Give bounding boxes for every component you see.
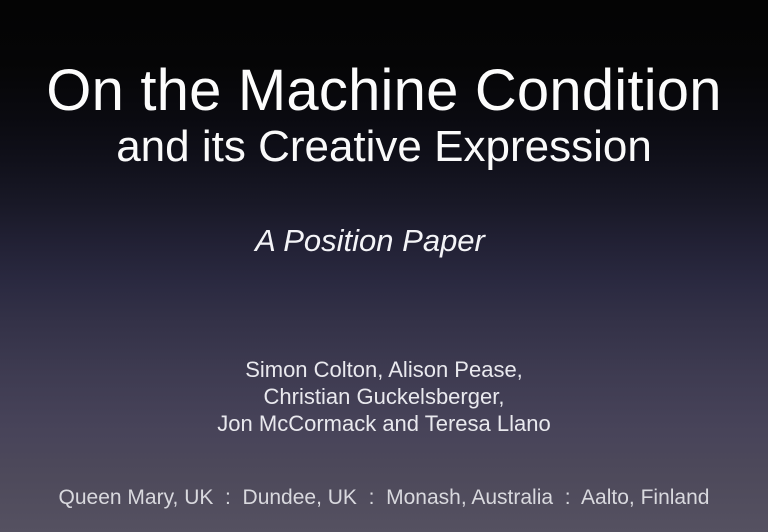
slide-tagline: A Position Paper	[255, 223, 485, 258]
authors-line-1: Simon Colton, Alison Pease,	[245, 357, 523, 382]
slide-title-line1: On the Machine Condition	[46, 58, 722, 123]
authors-line-3: Jon McCormack and Teresa Llano	[217, 411, 551, 436]
affiliations-footer: Queen Mary, UK : Dundee, UK : Monash, Australia : Aalto, Finland	[58, 486, 710, 509]
authors-block	[0, 356, 768, 437]
authors-line-2: Christian Guckelsberger,	[263, 384, 505, 409]
slide-title-line2: and its Creative Expression	[116, 122, 652, 171]
